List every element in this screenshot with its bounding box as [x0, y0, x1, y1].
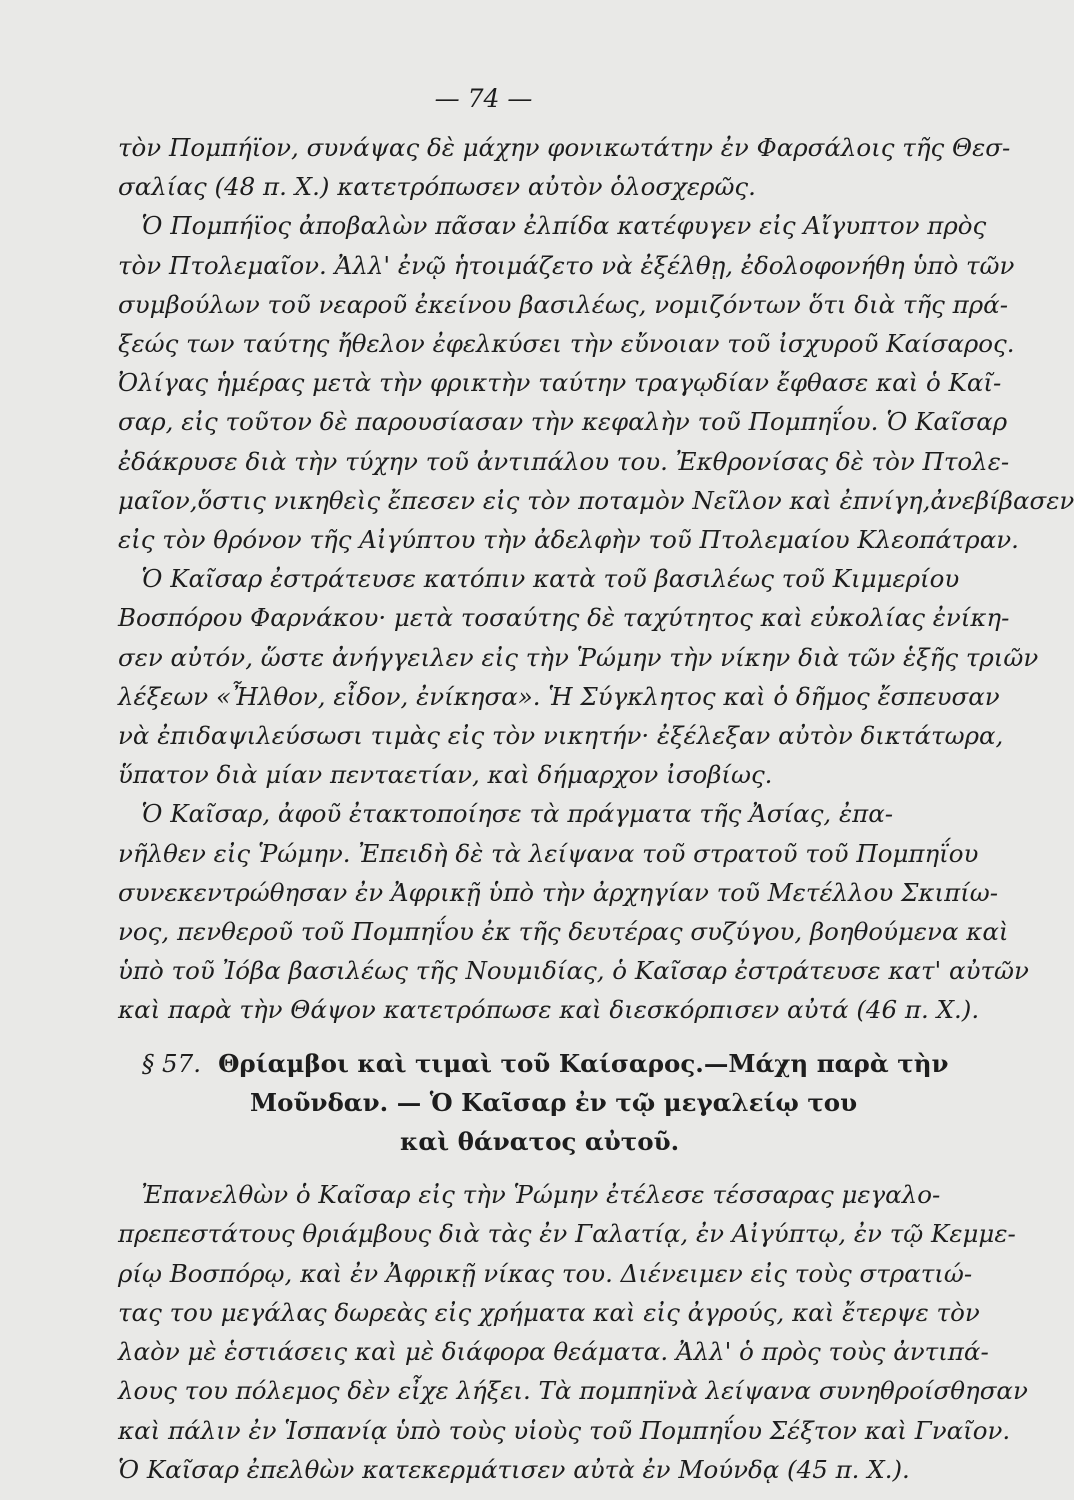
heading-line: καὶ θάνατος αὐτοῦ.	[400, 1127, 680, 1157]
body-text	[118, 128, 1074, 1489]
heading-line	[118, 1044, 949, 1083]
text-line: ἐδάκρυσε διὰ τὴν τύχην τοῦ ἀντιπάλου του. Ἐκθρονίσας δὲ τὸν Πτολε-	[118, 446, 1010, 476]
text-line: λαὸν μὲ ἑστιάσεις καὶ μὲ διάφορα θεάματα. Ἀλλ' ὁ πρὸς τοὺς ἀντιπά-	[118, 1337, 989, 1367]
text-line: συμβούλων τοῦ νεαροῦ ἐκείνου βασιλέως, νομιζόντων ὅτι διὰ τῆς πρά-	[118, 289, 1008, 319]
heading-line: Μοῦνδαν. — Ὁ Καῖσαρ ἐν τῷ μεγαλείῳ του	[250, 1087, 858, 1117]
text-line: λους του πόλεμος δὲν εἶχε λήξει. Τὰ πομπηϊνὰ λείψανα συνηθροίσθησαν	[118, 1376, 1028, 1406]
text-line: Ὁ Πομπήϊος ἀποβαλὼν πᾶσαν ἐλπίδα κατέφυγεν εἰς Αἴγυπτον πρὸς	[118, 211, 987, 241]
section-number: § 57.	[142, 1048, 202, 1078]
text-line: μαῖον,ὅστις νικηθεὶς ἔπεσεν εἰς τὸν ποταμὸν Νεῖλον καὶ ἐπνίγη,ἀνεβίβασεν	[118, 485, 1074, 515]
text-line: Ἐπανελθὼν ὁ Καῖσαρ εἰς τὴν Ῥώμην ἐτέλεσε τέσσαρας μεγαλο-	[118, 1180, 941, 1210]
paragraph	[118, 206, 1074, 559]
heading-text: Θρίαμβοι καὶ τιμαὶ τοῦ Καίσαρος.—Μάχη παρὰ τὴν	[218, 1048, 949, 1078]
text-line: Ὁ Καῖσαρ ἐστράτευσε κατόπιν κατὰ τοῦ βασιλέως τοῦ Κιμμερίου	[118, 564, 960, 594]
text-line: νος, πενθεροῦ τοῦ Πομπηΐου ἐκ τῆς δευτέρας συζύγου, βοηθούμενα καὶ	[118, 917, 1009, 947]
text-line: σεν αὐτόν, ὥστε ἀνήγγειλεν εἰς τὴν Ῥώμην τὴν νίκην διὰ τῶν ἑξῆς τριῶν	[118, 642, 1039, 672]
section-heading	[118, 1044, 949, 1162]
text-line: ξεώς των ταύτης ἤθελον ἐφελκύσει τὴν εὔνοιαν τοῦ ἰσχυροῦ Καίσαρος.	[118, 329, 1015, 359]
paragraph	[118, 794, 1029, 1029]
page-number: — 74 —	[434, 84, 533, 113]
text-line: Βοσπόρου Φαρνάκου· μετὰ τοσαύτης δὲ ταχύτητος καὶ εὐκολίας ἐνίκη-	[118, 603, 1010, 633]
paragraph	[118, 559, 1039, 794]
text-line: πρεπεστάτους θριάμβους διὰ τὰς ἐν Γαλατίᾳ, ἐν Αἰγύπτῳ, ἐν τῷ Κεμμε-	[118, 1219, 1016, 1249]
text-line: καὶ πάλιν ἐν Ἱσπανίᾳ ὑπὸ τοὺς υἱοὺς τοῦ Πομπηΐου Σέξτον καὶ Γναῖον.	[118, 1415, 1011, 1445]
text-line: τὸν Πτολεμαῖον. Ἀλλ' ἐνῷ ἡτοιμάζετο νὰ ἐξέλθῃ, ἐδολοφονήθη ὑπὸ τῶν	[118, 250, 1015, 280]
text-line: συνεκεντρώθησαν ἐν Ἀφρικῇ ὑπὸ τὴν ἀρχηγίαν τοῦ Μετέλλου Σκιπίω-	[118, 877, 999, 907]
text-line: σαλίας (48 π. Χ.) κατετρόπωσεν αὐτὸν ὁλοσχερῶς.	[118, 172, 756, 202]
text-line: ρίῳ Βοσπόρῳ, καὶ ἐν Ἀφρικῇ νίκας του. Διένειμεν εἰς τοὺς στρατιώ-	[118, 1258, 973, 1288]
text-line: Ὁ Καῖσαρ ἐπελθὼν κατεκερμάτισεν αὐτὰ ἐν Μούνδᾳ (45 π. Χ.).	[118, 1454, 910, 1484]
text-line: εἰς τὸν θρόνον τῆς Αἰγύπτου τὴν ἀδελφὴν τοῦ Πτολεμαίου Κλεοπάτραν.	[118, 525, 1019, 555]
text-line: νὰ ἐπιδαψιλεύσωσι τιμὰς εἰς τὸν νικητήν· ἐξέλεξαν αὐτὸν δικτάτωρα,	[118, 721, 1004, 751]
text-line: ὑπὸ τοῦ Ἰόβα βασιλέως τῆς Νουμιδίας, ὁ Καῖσαρ ἐστράτευσε κατ' αὐτῶν	[118, 956, 1029, 986]
text-line: τὸν Πομπήϊον, συνάψας δὲ μάχην φονικωτάτην ἐν Φαρσάλοις τῆς Θεσ-	[118, 133, 1011, 162]
text-line: Ὁ Καῖσαρ, ἀφοῦ ἐτακτοποίησε τὰ πράγματα τῆς Ἀσίας, ἐπα-	[118, 799, 894, 829]
text-line: σαρ, εἰς τοῦτον δὲ παρουσίασαν τὴν κεφαλὴν τοῦ Πομπηΐου. Ὁ Καῖσαρ	[118, 407, 1008, 437]
text-line: λέξεων «Ἦλθον, εἶδον, ἐνίκησα». Ἡ Σύγκλητος καὶ ὁ δῆμος ἔσπευσαν	[118, 681, 1000, 711]
paragraph	[118, 1175, 1028, 1489]
paragraph	[118, 128, 1011, 206]
text-line: καὶ παρὰ τὴν Θάψον κατετρόπωσε καὶ διεσκόρπισεν αὐτά (46 π. Χ.).	[118, 995, 980, 1025]
text-line: τας του μεγάλας δωρεὰς εἰς χρήματα καὶ εἰς ἀγρούς, καὶ ἔτερψε τὸν	[118, 1297, 980, 1327]
text-line: νῆλθεν εἰς Ῥώμην. Ἐπειδὴ δὲ τὰ λείψανα τοῦ στρατοῦ τοῦ Πομπηΐου	[118, 838, 979, 868]
text-line: ὕπατον διὰ μίαν πενταετίαν, καὶ δήμαρχον ἰσοβίως.	[118, 760, 773, 790]
text-line: Ὀλίγας ἡμέρας μετὰ τὴν φρικτὴν ταύτην τραγῳδίαν ἔφθασε καὶ ὁ Καῖ-	[118, 368, 1002, 398]
